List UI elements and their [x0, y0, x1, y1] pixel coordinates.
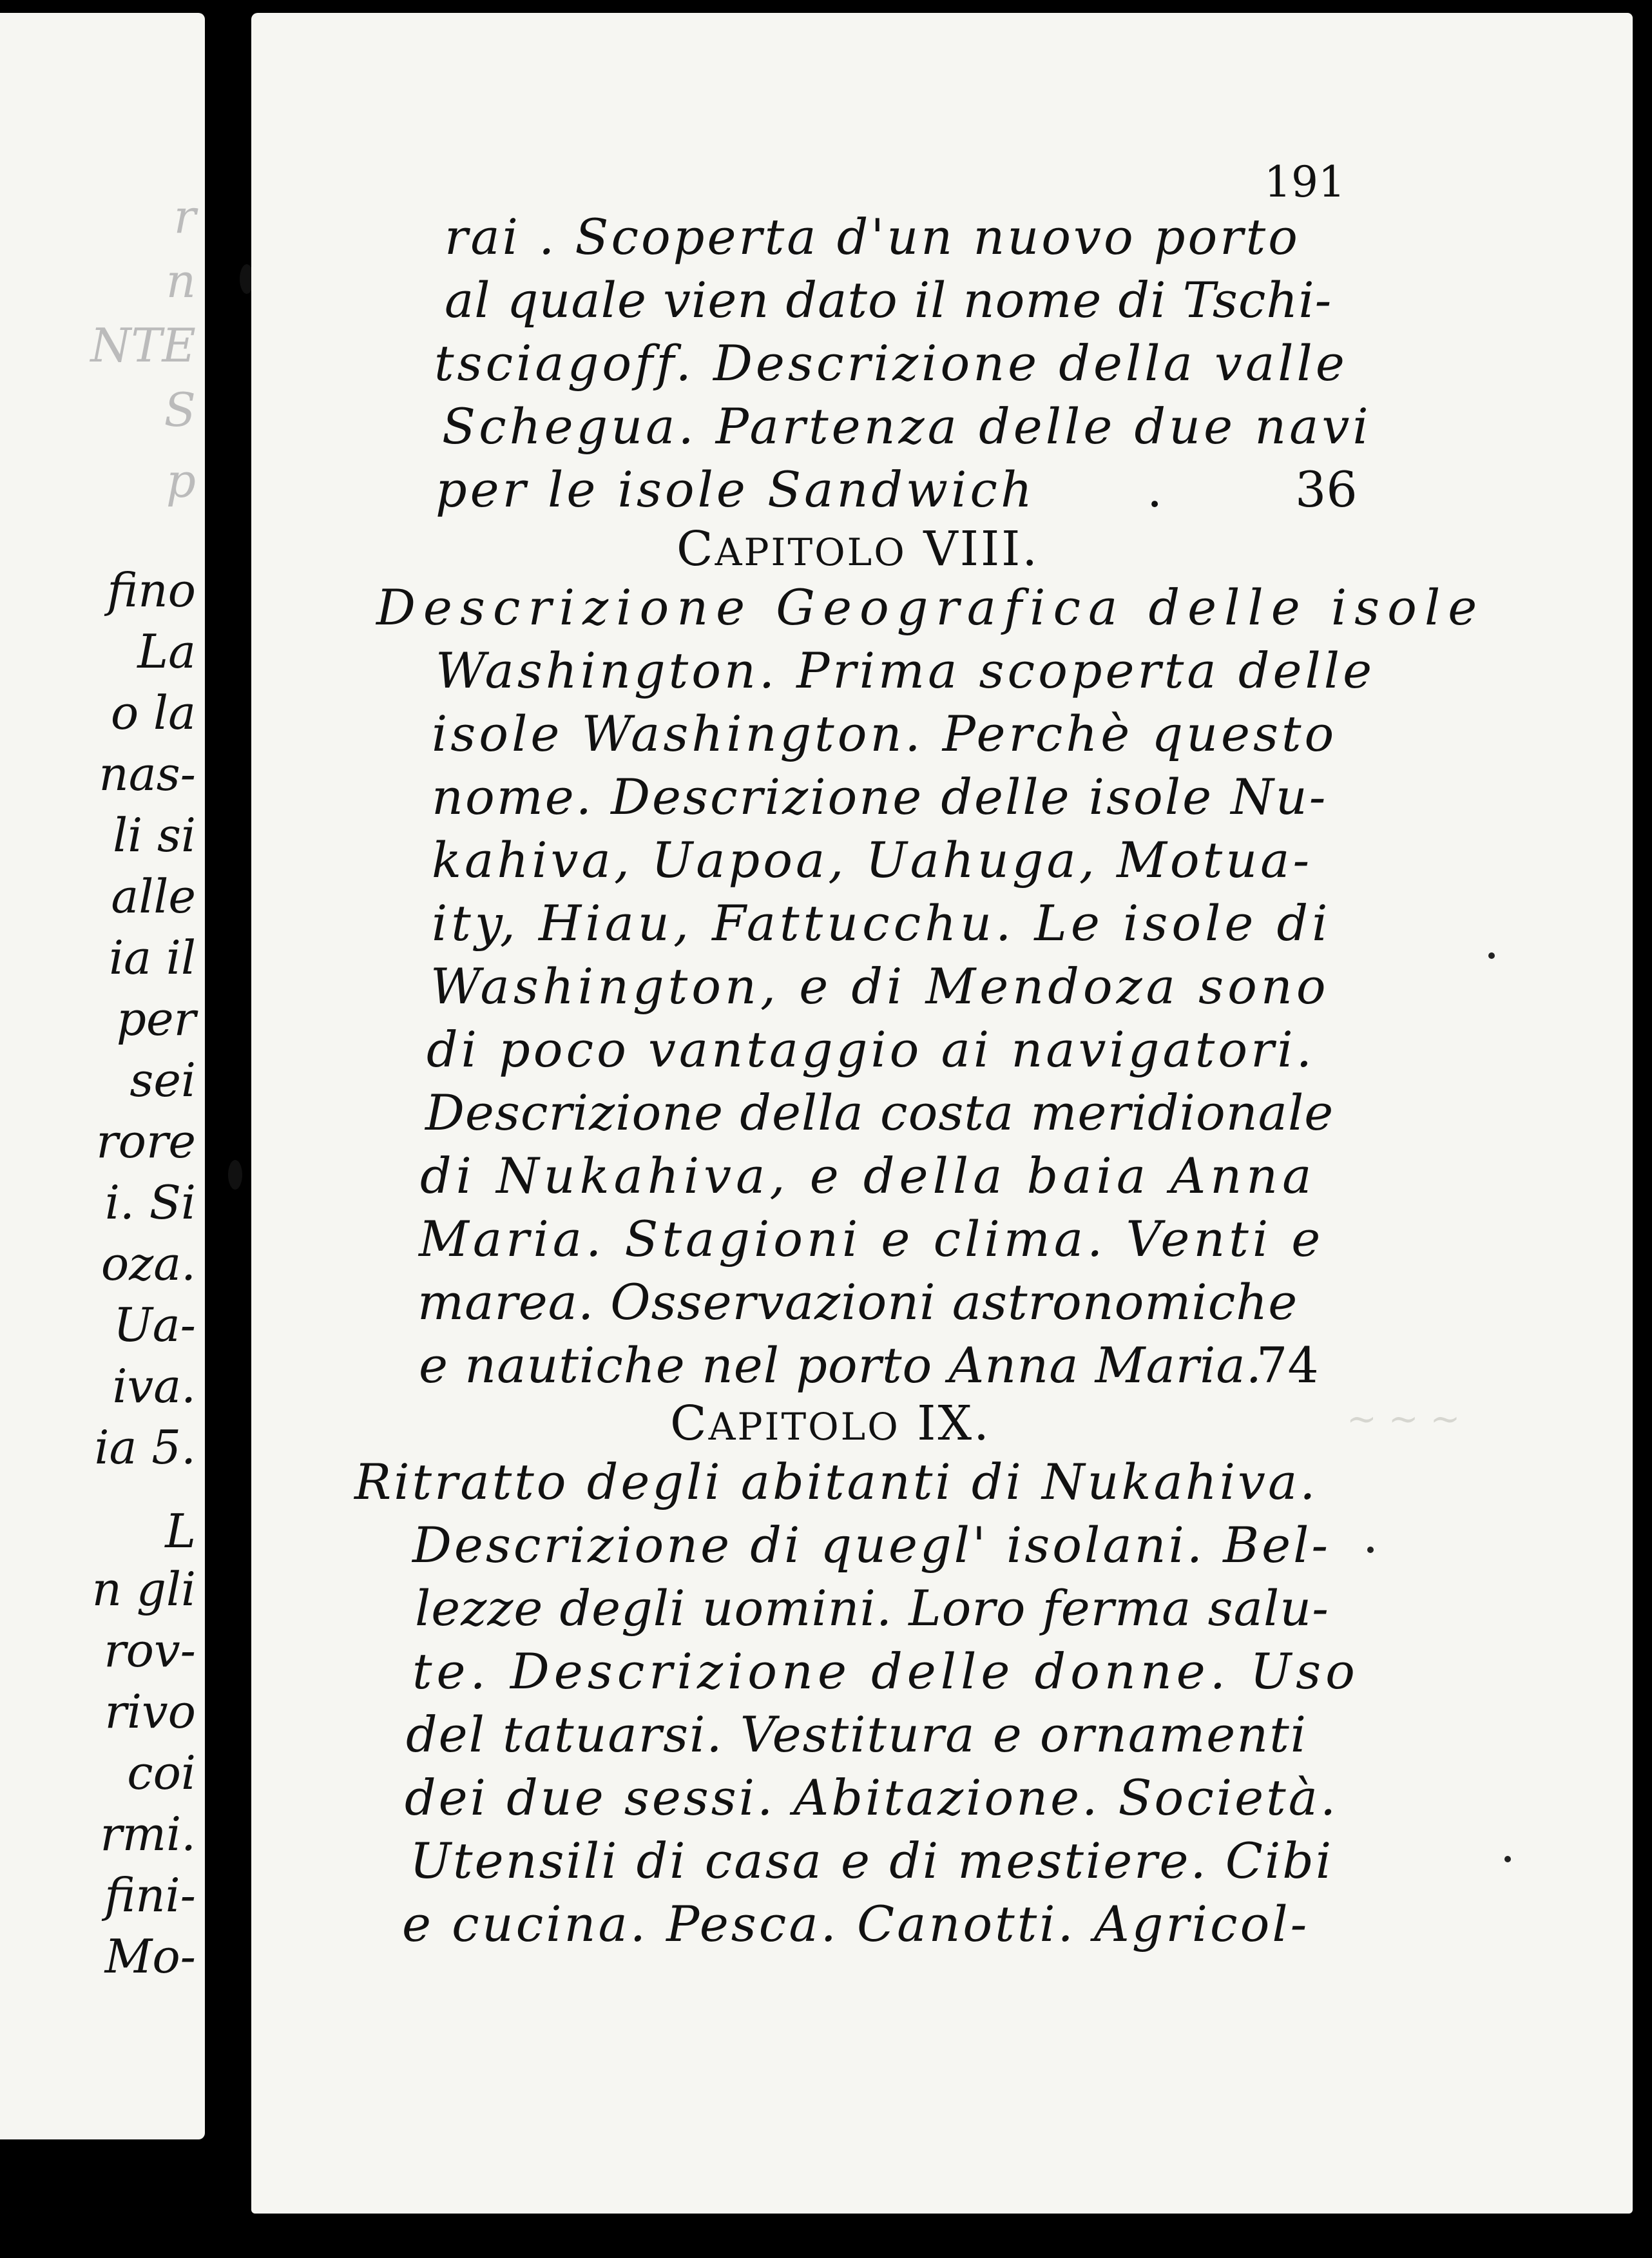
- book-gutter: [205, 0, 251, 2258]
- toc-line: Utensili di casa e di mestiere. Cibi: [410, 1832, 1334, 1889]
- toc-line: nome. Descrizione delle isole Nu-: [432, 768, 1328, 825]
- toc-line: Descrizione di quegl' isolani. Bel-: [412, 1516, 1331, 1574]
- toc-line: isole Washington. Perchè questo: [432, 705, 1338, 762]
- left-page-line: ia il: [109, 931, 196, 985]
- chapter-heading: CAPITOLO VIII.: [677, 521, 1039, 577]
- toc-leader: .: [1147, 461, 1163, 518]
- toc-line: Schegua. Partenza delle due navi: [442, 398, 1372, 455]
- toc-line: te. Descrizione delle donne. Uso: [412, 1643, 1359, 1700]
- left-page-line: n: [166, 254, 196, 308]
- left-page-line: S: [164, 383, 196, 437]
- page-number: 191: [1264, 157, 1345, 207]
- toc-line: dei due sessi. Abitazione. Società.: [405, 1769, 1339, 1826]
- toc-line: Ritratto degli abitanti di Nukahiva.: [354, 1453, 1318, 1510]
- left-page-line: fino: [107, 563, 196, 617]
- left-page-line: rmi.: [100, 1807, 196, 1861]
- toc-line: Descrizione della costa meridionale: [425, 1084, 1334, 1141]
- left-page-line: i. Si: [104, 1175, 196, 1230]
- left-page-line: rore: [96, 1114, 196, 1168]
- left-page-line: sei: [130, 1053, 196, 1107]
- left-page-line: nas-: [99, 747, 196, 801]
- left-page-line: rivo: [104, 1684, 196, 1739]
- left-page-line: alle: [111, 869, 196, 923]
- toc-line: lezze degli uomini. Loro ferma salu-: [415, 1579, 1329, 1637]
- toc-line: per le isole Sandwich: [436, 461, 1035, 518]
- toc-line: Washington. Prima scoperta delle: [436, 642, 1376, 699]
- left-page-line: oza.: [101, 1237, 196, 1291]
- toc-line: Washington, e di Mendoza sono: [430, 958, 1330, 1015]
- left-page-line: Ua-: [113, 1298, 196, 1352]
- toc-line: kahiva, Uapoa, Uahuga, Motua-: [432, 831, 1313, 889]
- chapter-heading: CAPITOLO IX.: [670, 1396, 991, 1451]
- left-page-line: rov-: [104, 1623, 196, 1677]
- toc-line: e cucina. Pesca. Canotti. Agricol-: [402, 1895, 1310, 1953]
- show-through-text: ~ ~ ~: [1347, 1398, 1461, 1440]
- toc-line: tsciagoff. Descrizione della valle: [434, 334, 1348, 392]
- speck: [1504, 1856, 1511, 1862]
- left-page-line: Mo-: [104, 1929, 196, 1983]
- left-page-line: r: [173, 189, 196, 244]
- toc-line: rai . Scoperta d'un nuovo porto: [445, 208, 1300, 265]
- left-page-line: per: [116, 992, 196, 1046]
- left-page-line: o la: [110, 686, 196, 740]
- speck: [1367, 1547, 1374, 1553]
- toc-line: marea. Osservazioni astronomiche: [418, 1273, 1298, 1331]
- left-page-line: L: [165, 1504, 196, 1558]
- toc-page-ref: 36: [1295, 461, 1358, 518]
- toc-line: Maria. Stagioni e clima. Venti e: [419, 1210, 1325, 1268]
- toc-line: di poco vantaggio ai navigatori.: [427, 1021, 1315, 1078]
- toc-line: e nautiche nel porto Anna Maria.: [419, 1336, 1262, 1394]
- toc-line: ity, Hiau, Fattucchu. Le isole di: [432, 894, 1332, 952]
- left-page-line: li si: [113, 808, 196, 862]
- left-page-line: NTE: [90, 318, 196, 372]
- left-page-line: iva.: [112, 1359, 196, 1413]
- left-page: [0, 13, 205, 2139]
- speck: [1488, 952, 1495, 959]
- left-page-line: p: [166, 454, 196, 508]
- left-page-line: ia 5.: [94, 1420, 196, 1474]
- left-page-line: n gli: [91, 1562, 196, 1616]
- toc-line: al quale vien dato il nome di Tschi-: [445, 271, 1332, 329]
- toc-line: di Nukahiva, e della baia Anna: [420, 1147, 1316, 1204]
- toc-line: del tatuarsi. Vestitura e ornamenti: [406, 1706, 1308, 1763]
- toc-page-ref: 74: [1256, 1336, 1319, 1394]
- left-page-line: coi: [127, 1746, 196, 1800]
- left-page-line: La: [137, 624, 196, 679]
- binding-hole: [228, 1160, 242, 1190]
- left-page-line: fini-: [104, 1868, 196, 1922]
- toc-line: Descrizione Geografica delle isole: [376, 579, 1485, 636]
